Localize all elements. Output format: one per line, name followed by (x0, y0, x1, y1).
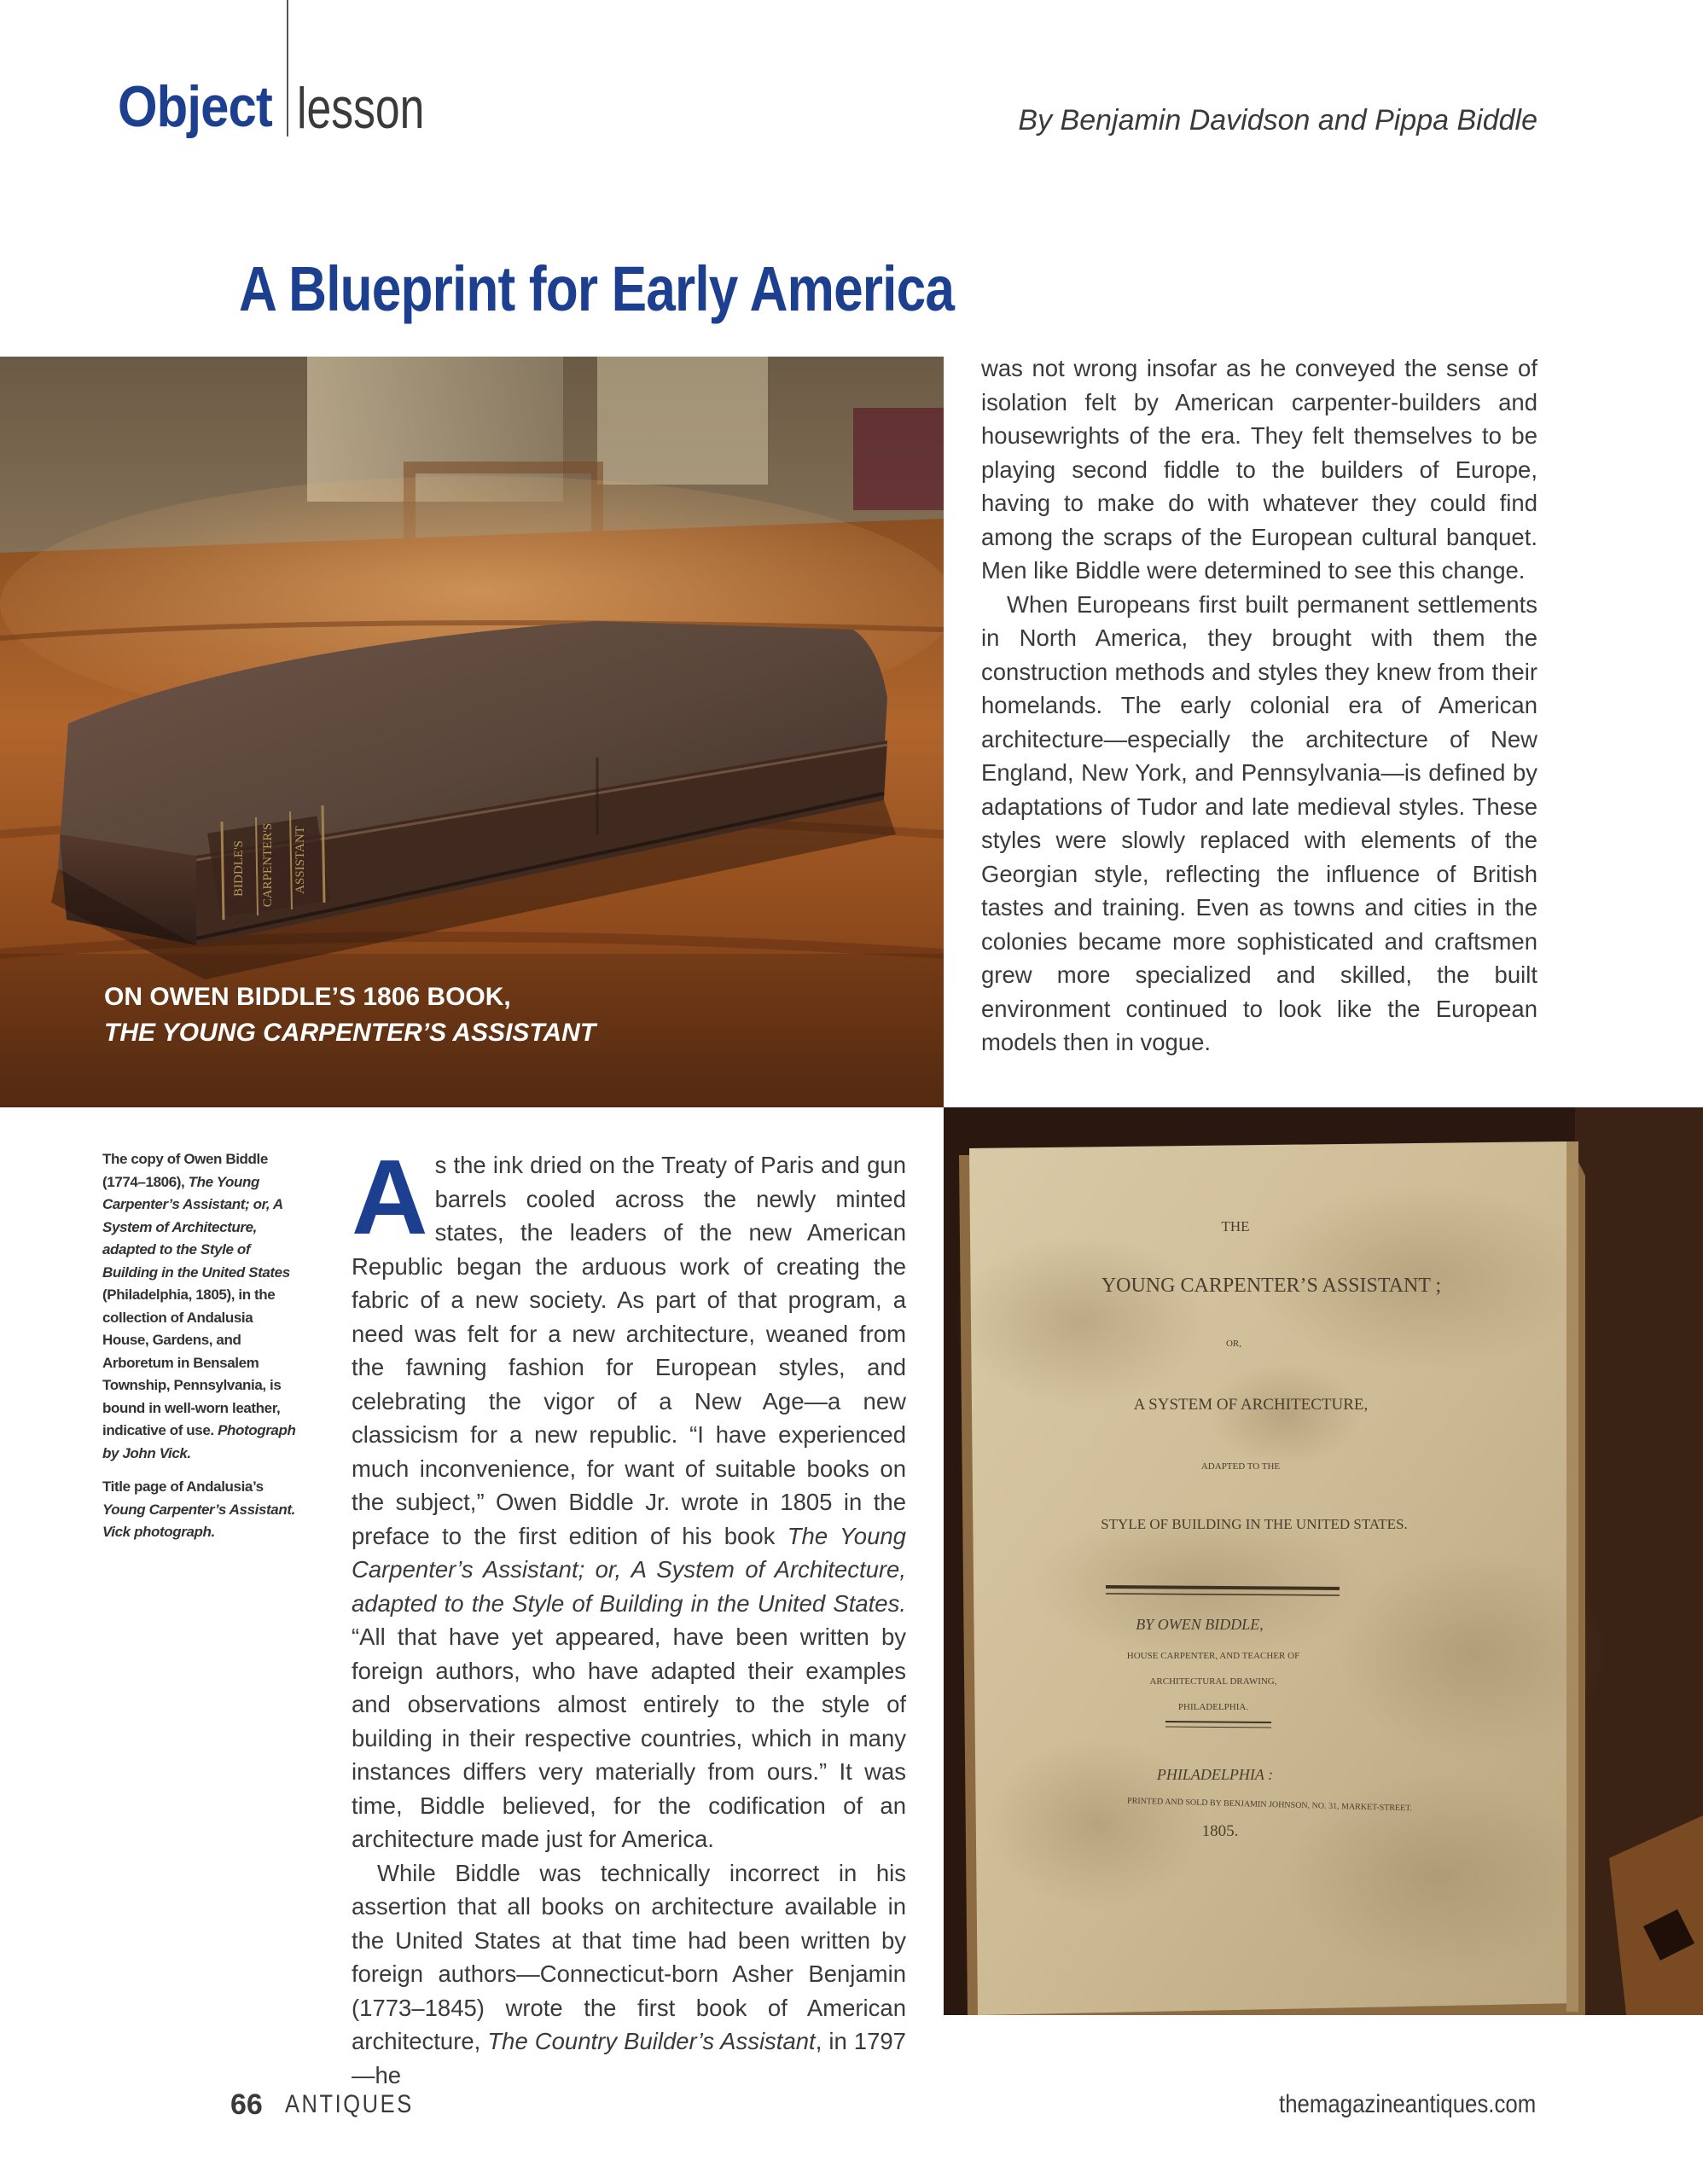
photo-caption-line-2: THE YOUNG CARPENTER’S ASSISTANT (104, 1019, 596, 1047)
tp-city: PHILADELPHIA : (1156, 1766, 1274, 1783)
magazine-name: ANTIQUES (285, 2090, 414, 2118)
right-paragraph-2: When Europeans first built permanent settlements in North America, they brought with them the construction methods and styles they knew from their homelands. The early colonial era of American architecture—especially the architecture of New England, New York, and Pennsylvania—is defined by adaptations of Tudor and late medieval styles. These styles were slowly replaced with elements of the Georgian style, reflecting the influence of British tastes and training. Even as towns and cities in the colonies became more sophisticated and craftsmen grew more specialized and skilled, the built environment continued to look like the European models then in vogue. (981, 590, 1537, 1055)
tp-adapted: ADAPTED TO THE (1200, 1461, 1281, 1472)
tp-author: BY OWEN BIDDLE, (1136, 1616, 1264, 1633)
header-divider (287, 0, 288, 136)
spine-text-3: ASSISTANT (294, 826, 307, 894)
main-column-text (352, 1139, 906, 2092)
right-paragraph-1: was not wrong insofar as he conveyed the sense of isolation felt by American carpenter-builders and housewrights of the era. They felt themselves to be playing second fiddle to the builders of Europe, having to make do with whatever they could find among the scraps of the European cultural banquet. Men like Biddle were determined to see this change. (981, 355, 1537, 584)
caption-title-page-photo: Title page of Andalusia’s Young Carpenter’s Assistant. Vick photograph. (102, 1478, 295, 1540)
photo-overlay-caption (104, 979, 596, 1051)
spine-text-1: BIDDLE'S (232, 839, 246, 897)
dropcap: A (352, 1139, 428, 1257)
main-paragraph-1: As the ink dried on the Treaty of Paris and gun barrels cooled across the newly minted states, the leaders of the new American Republic began the arduous work of creating the fabric of a new society. As part of that program, a need was felt for a new architecture, weaned from the fawning fashion for European styles, and celebrating the vigor of a New Age—a new classicism for a new republic. “I have experienced much inconvenience, for want of suitable books on the subject,” Owen Biddle Jr. wrote in 1805 in the preface to the first edition of his book The Young Carpenter’s Assistant; or, A System of Architecture, adapted to the Style of Building in the United States. “All that have yet appeared, have been written by foreign authors, who have adapted their examples and observations almost entirely to the style of building in their respective countries, which in many instances differs very materially from ours.” It was time, Biddle believed, for the codification of an architecture made just for America. (352, 1139, 906, 1852)
tp-role-1: HOUSE CARPENTER, AND TEACHER OF (1126, 1651, 1300, 1661)
tp-role-2: ARCHITECTURAL DRAWING, (1149, 1676, 1277, 1687)
website-url: themagazineantiques.com (1278, 2090, 1536, 2118)
tp-main-title: YOUNG CARPENTER’S ASSISTANT ; (1101, 1275, 1442, 1297)
tp-role-3: PHILADELPHIA. (1177, 1702, 1249, 1712)
caption-book-photo: The copy of Owen Biddle (1774–1806), The Young Carpenter’s Assistant; or, A System of Architecture, adapted to the Style of Building in the United States (Philadelphia, 1805), in the collection of Andalusia House, Gardens, and Arboretum in Bensalem Township, Pennsylvania, is bound in well-worn leather, indicative of use. Photograph by John Vick. (102, 1151, 296, 1461)
right-column-text (981, 351, 1537, 1060)
tp-the: THE (1221, 1218, 1250, 1234)
title-page-photo (944, 1107, 1703, 2015)
photo-caption-line-1: ON OWEN BIDDLE’S 1806 BOOK, (104, 983, 511, 1011)
spine-text-2: CARPENTER'S (261, 822, 275, 908)
section-label-bold: Object (118, 74, 272, 139)
tp-subtitle: A SYSTEM OF ARCHITECTURE, (1133, 1396, 1369, 1414)
section-label-light: lesson (297, 76, 425, 141)
article-title: A Blueprint for Early America (239, 253, 955, 324)
main-paragraph-2: While Biddle was technically incorrect in his assertion that all books on architecture available in the United States at that time had been written by foreign authors—Connecticut-born Asher Benjamin (1773–1845) wrote the first book of American architecture, The Country Builder’s Assistant, in 1797—he (352, 1859, 906, 2088)
tp-rule-1 (1106, 1587, 1340, 1589)
tp-year: 1805. (1201, 1822, 1239, 1840)
byline: By Benjamin Davidson and Pippa Biddle (1018, 104, 1537, 136)
tp-style: STYLE OF BUILDING IN THE UNITED STATES. (1101, 1516, 1408, 1532)
page-number: 66 (230, 2088, 263, 2121)
tp-or: OR, (1225, 1339, 1242, 1349)
tp-printer: PRINTED AND SOLD BY BENJAMIN JOHNSON, NO. 31, MARKET-STREET. (1126, 1796, 1413, 1814)
